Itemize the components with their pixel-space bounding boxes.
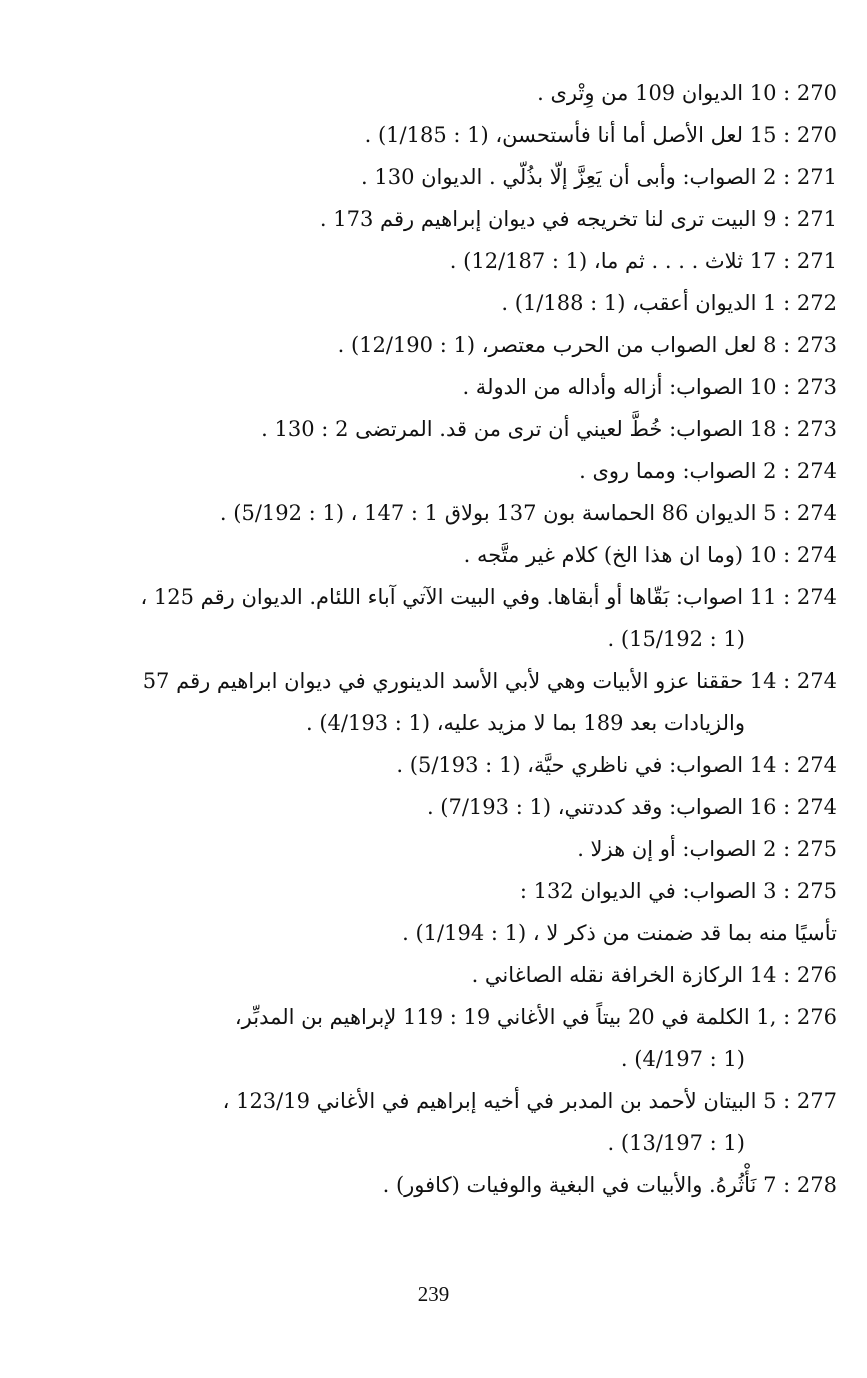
- entry-text: 271 : 2 الصواب: وأبى أن يَعِزَّ إلّا بذُلّي . الديوان 130 .: [360, 165, 837, 189]
- entry-text: 273 : 18 الصواب: خُطَّ لعيني أن ترى من قد. المرتضى 2 : 130 .: [261, 417, 837, 441]
- correction-entry: [57, 870, 837, 912]
- entry-text: 271 : 9 البيت ترى لنا تخريجه في ديوان إبراهيم رقم 173 .: [319, 207, 837, 231]
- correction-entry: [57, 366, 837, 408]
- correction-entry: [57, 408, 837, 450]
- correction-entry: [57, 534, 837, 576]
- entry-text: 273 : 8 لعل الصواب من الحرب معتصر، (1 : 12/190) .: [337, 333, 837, 357]
- entry-text: 276 : 14 الركازة الخرافة نقله الصاغاني .: [471, 963, 837, 987]
- entry-text: 274 : 11 اصواب: بَقّاها أو أبقاها. وفي البيت الآتي آباء اللئام. الديوان رقم 125 ،: [140, 585, 837, 609]
- entry-text: 274 : 5 الديوان 86 الحماسة بون 137 بولاق 1 : 147 ، (1 : 5/192) .: [219, 501, 837, 525]
- entry-text: 275 : 2 الصواب: أو إن هزلا .: [577, 837, 837, 861]
- entry-continuation: والزيادات بعد 189 بما لا مزيد عليه، (1 : 4/193) .: [306, 711, 745, 735]
- correction-entry: [57, 72, 837, 114]
- entry-text: 274 : 10 (وما ان هذا الخ) كلام غير متَّجه .: [463, 543, 837, 567]
- entry-text: 278 : 7 نَأْثُرهُ. والأبيات في البغية والوفيات (كافور) .: [382, 1173, 837, 1197]
- entry-text: 274 : 14 حققنا عزو الأبيات وهي لأبي الأسد الدينوري في ديوان ابراهيم رقم 57: [142, 669, 837, 693]
- entry-text: 275 : 3 الصواب: في الديوان 132 :: [519, 879, 837, 903]
- entry-text: 273 : 10 الصواب: أزاله وأداله من الدولة .: [462, 375, 837, 399]
- entry-text: تأسيًا منه بما قد ضمنت من ذكر لا ، (1 : 1/194) .: [402, 921, 837, 945]
- correction-entry: [57, 492, 837, 534]
- entry-text: 276 : ,1 الكلمة في 20 بيتاً في الأغاني 19 : 119 لإبراهيم بن المدبِّر،: [234, 1005, 837, 1029]
- entry-text: 270 : 10 الديوان 109 من وِتْرى .: [537, 81, 837, 105]
- correction-entry: [57, 744, 837, 786]
- correction-entry: [57, 996, 837, 1080]
- correction-entry: [57, 450, 837, 492]
- correction-entry: [57, 282, 837, 324]
- entry-text: 274 : 2 الصواب: ومما روى .: [579, 459, 837, 483]
- correction-entry: [57, 240, 837, 282]
- corrections-list: [57, 72, 837, 1206]
- correction-entry: [57, 660, 837, 744]
- entry-text: 274 : 16 الصواب: وقد كددتني، (1 : 7/193) .: [426, 795, 837, 819]
- correction-entry: [57, 828, 837, 870]
- correction-entry: [57, 786, 837, 828]
- correction-entry: [57, 954, 837, 996]
- correction-entry: [57, 198, 837, 240]
- correction-entry: [57, 156, 837, 198]
- entry-continuation: (1 : 4/197) .: [620, 1047, 745, 1071]
- correction-entry: [57, 1080, 837, 1164]
- entry-text: 271 : 17 ثلاث . . . . ثم ما، (1 : 12/187) .: [449, 249, 837, 273]
- entry-continuation: (1 : 13/197) .: [607, 1131, 745, 1155]
- entry-text: 274 : 14 الصواب: في ناظري حيَّة، (1 : 5/193) .: [396, 753, 837, 777]
- correction-entry: [57, 324, 837, 366]
- correction-entry: [57, 576, 837, 660]
- correction-entry: [57, 912, 837, 954]
- entry-text: 277 : 5 البيتان لأحمد بن المدبر في أخيه إبراهيم في الأغاني 123/19 ،: [222, 1089, 837, 1113]
- entry-text: 270 : 15 لعل الأصل أما أنا فأستحسن، (1 : 1/185) .: [364, 123, 837, 147]
- page-number: 239: [417, 1282, 450, 1306]
- correction-entry: [57, 1164, 837, 1206]
- entry-text: 272 : 1 الديوان أعقب، (1 : 1/188) .: [501, 291, 837, 315]
- entry-continuation: (1 : 15/192) .: [607, 627, 745, 651]
- correction-entry: [57, 114, 837, 156]
